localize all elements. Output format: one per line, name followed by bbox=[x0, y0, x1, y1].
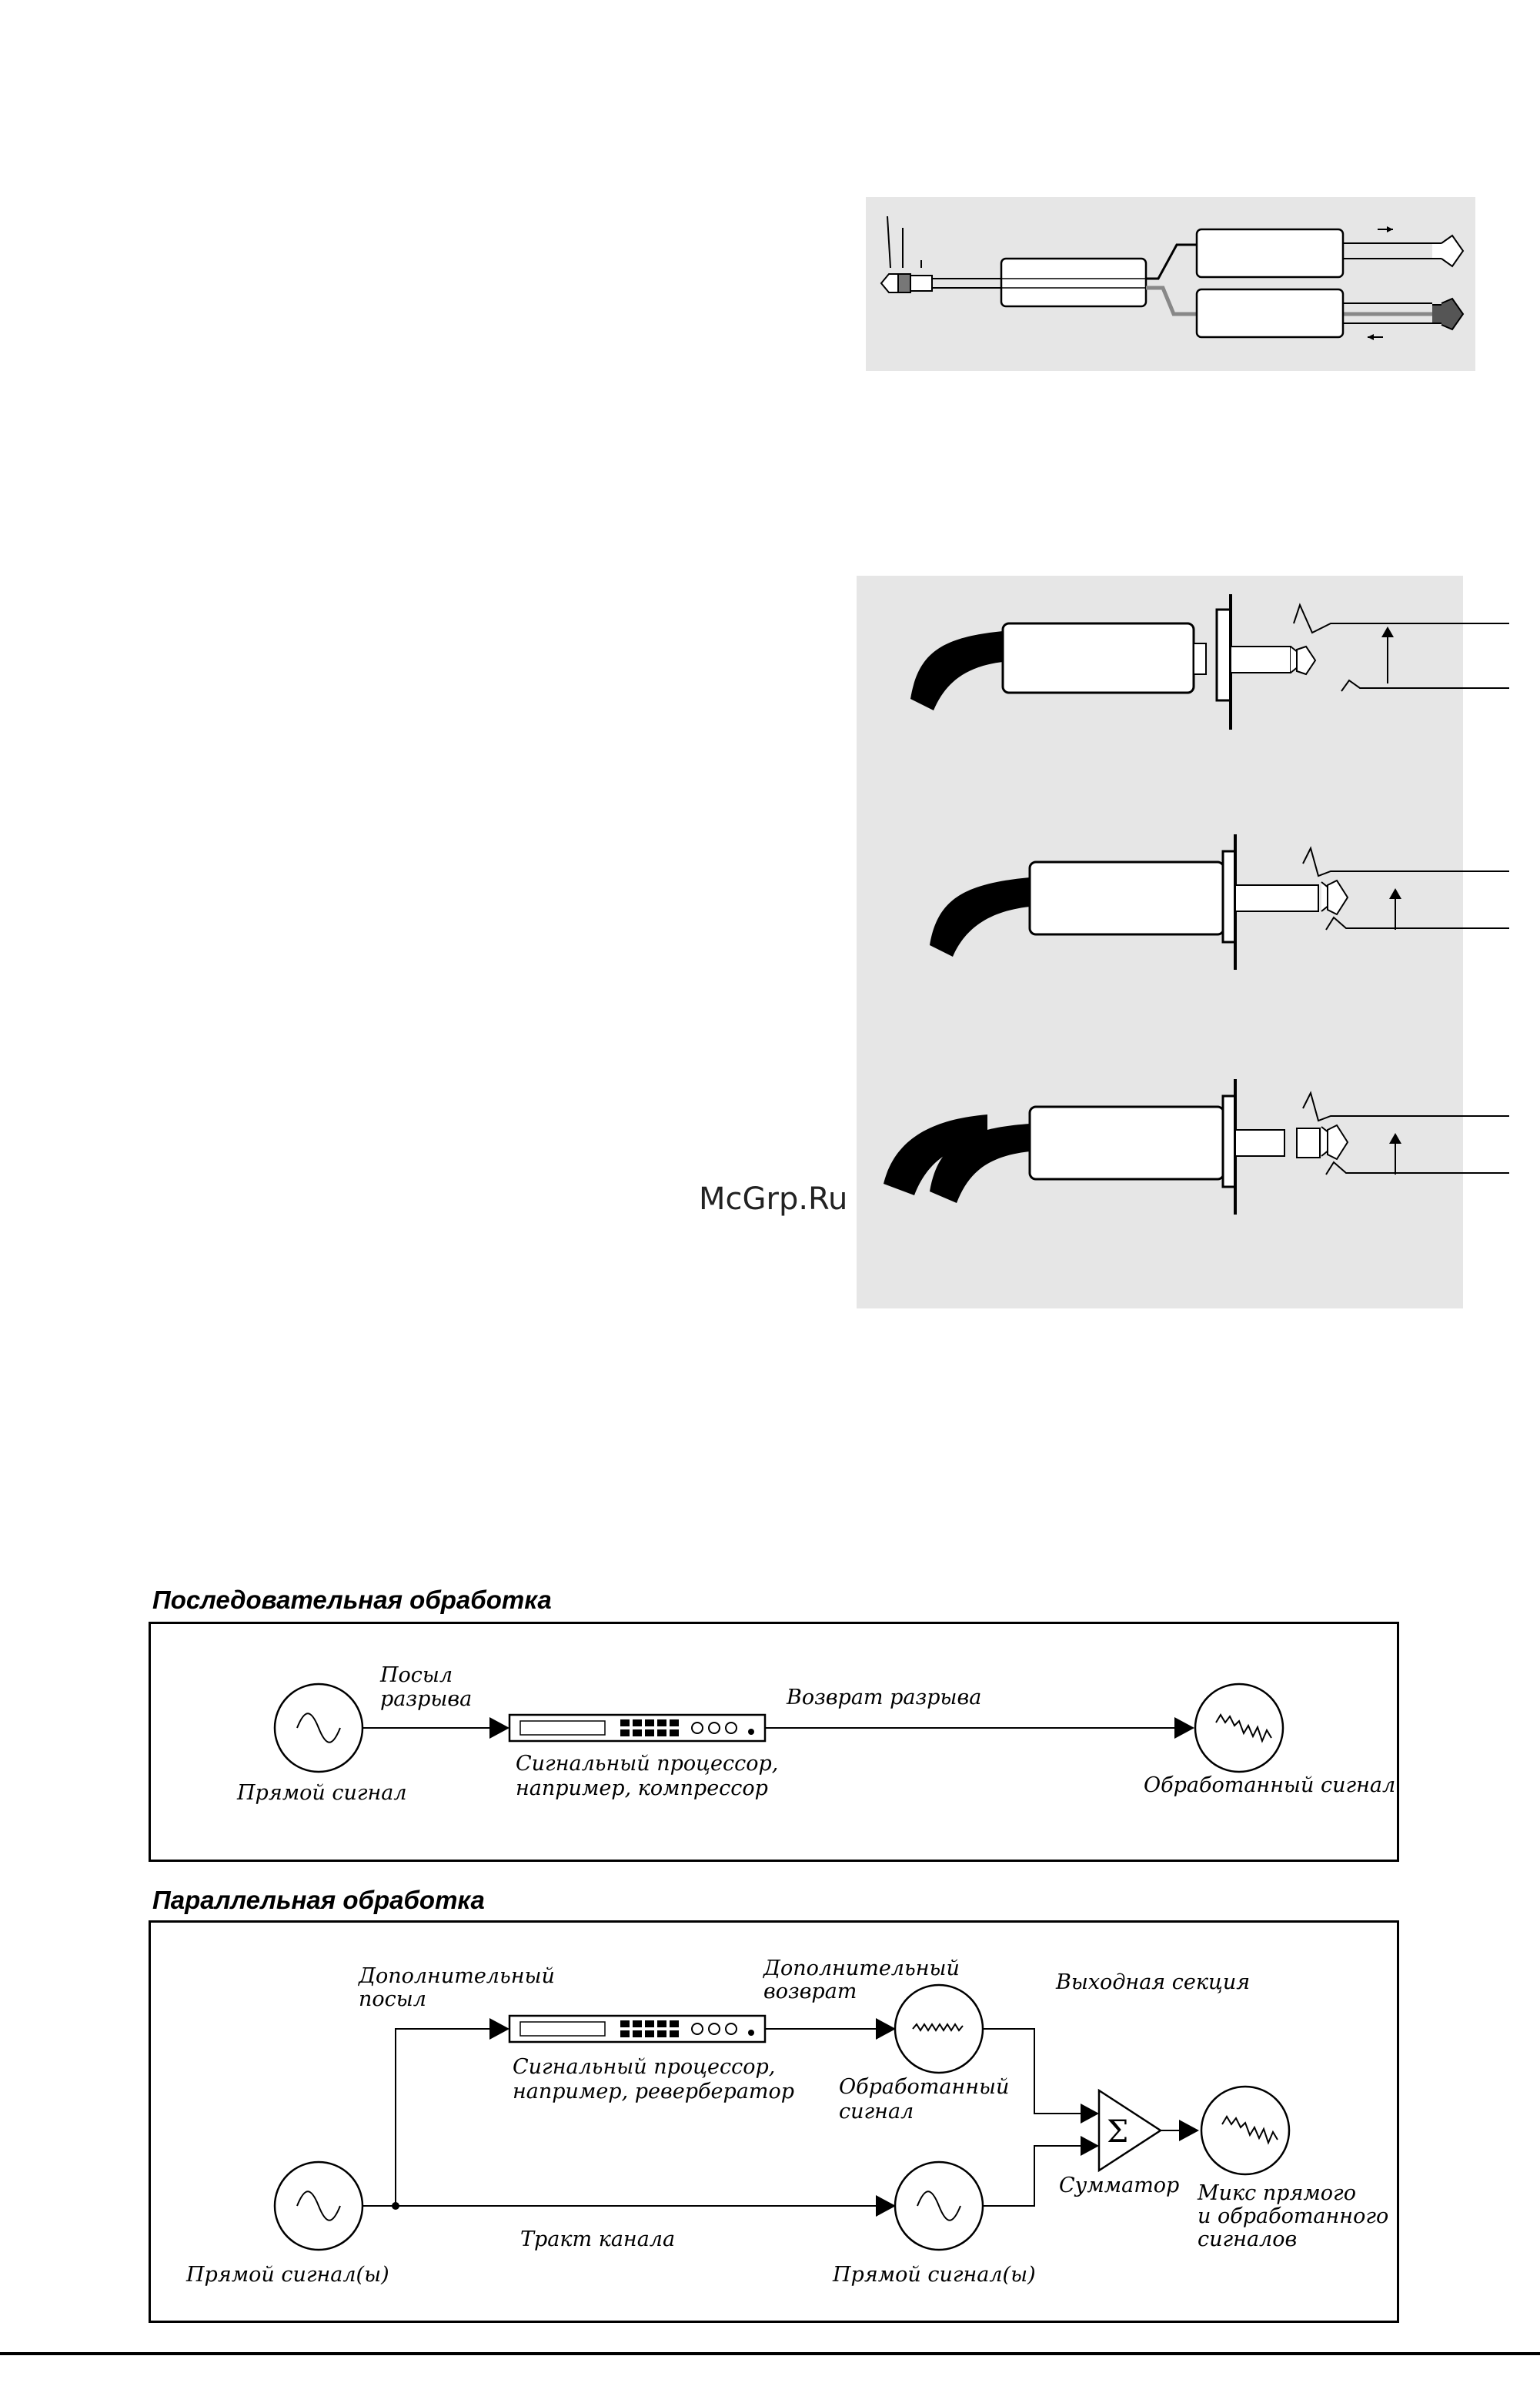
mix-label-line-1: Микс прямого bbox=[1198, 2181, 1356, 2205]
aux-send-label-line-1: Дополнительный bbox=[359, 1964, 555, 1988]
processor-label-line-1: Сигнальный процессор, bbox=[516, 1752, 779, 1776]
jack-stage-2 bbox=[930, 834, 1509, 970]
output-section-label: Выходная секция bbox=[1056, 1970, 1251, 1994]
reverb-processor-icon bbox=[509, 2016, 765, 2042]
processor-label-line-1: Сигнальный процессор, bbox=[513, 2055, 776, 2079]
mix-signal-icon bbox=[1201, 2087, 1289, 2174]
insert-cable-panel bbox=[866, 197, 1475, 371]
parallel-heading: Параллельная обработка bbox=[152, 1886, 485, 1914]
processed-signal-icon bbox=[895, 1985, 983, 2073]
send-label-line-2: разрыва bbox=[380, 1687, 473, 1711]
serial-diagram bbox=[151, 1624, 1401, 1864]
insert-cable-drawing bbox=[866, 197, 1475, 371]
jack-insertion-drawing bbox=[857, 576, 1463, 1308]
jack-stage-3 bbox=[884, 1079, 1509, 1215]
footer-rule bbox=[0, 2352, 1540, 2355]
processed-label-line-1: Обработанный bbox=[839, 2075, 1010, 2099]
mix-label-line-2: и обработанного bbox=[1198, 2204, 1389, 2228]
return-label: Возврат разрыва bbox=[787, 1686, 982, 1709]
processed-label-line-2: сигнал bbox=[839, 2100, 914, 2124]
aux-return-label-line-1: Дополнительный bbox=[763, 1957, 960, 1980]
watermark: McGrp.Ru bbox=[699, 1181, 848, 1217]
send-label-line-1: Посыл bbox=[380, 1663, 453, 1687]
processor-label-line-2: например, компрессор bbox=[516, 1776, 768, 1800]
channel-path-label: Тракт канала bbox=[520, 2227, 676, 2251]
compressor-processor-icon bbox=[509, 1715, 765, 1741]
processed-signal-icon bbox=[1195, 1684, 1283, 1772]
processor-label-line-2: например, ревербератор bbox=[513, 2080, 794, 2104]
summer-icon bbox=[1099, 2090, 1161, 2170]
mix-label-line-3: сигналов bbox=[1198, 2227, 1298, 2251]
aux-return-label-line-2: возврат bbox=[763, 1980, 857, 2003]
serial-frame bbox=[149, 1622, 1399, 1862]
jack-insertion-panel bbox=[857, 576, 1463, 1308]
jack-stage-1 bbox=[910, 594, 1509, 730]
summer-label: Сумматор bbox=[1059, 2174, 1180, 2197]
source-left-label: Прямой сигнал(ы) bbox=[186, 2263, 389, 2287]
parallel-frame bbox=[149, 1920, 1399, 2323]
source-right-label: Прямой сигнал(ы) bbox=[833, 2263, 1036, 2287]
output-label: Обработанный сигнал bbox=[1144, 1773, 1396, 1797]
serial-heading: Последовательная обработка bbox=[152, 1586, 552, 1614]
source-label: Прямой сигнал bbox=[237, 1781, 407, 1805]
parallel-diagram bbox=[151, 1923, 1401, 2325]
summer-symbol: Σ bbox=[1107, 2114, 1129, 2150]
aux-send-label-line-2: посыл bbox=[359, 1987, 426, 2011]
